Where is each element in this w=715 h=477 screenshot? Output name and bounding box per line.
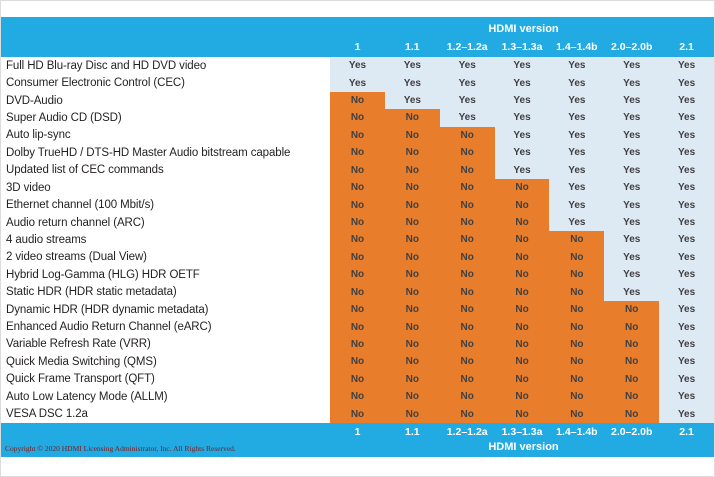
value-cell: No — [604, 353, 659, 370]
value-cell: No — [330, 318, 385, 335]
value-cell: No — [440, 353, 495, 370]
table-row — [1, 405, 714, 422]
value-cell: No — [495, 336, 550, 353]
value-cell: No — [385, 144, 440, 161]
value-cell: Yes — [659, 371, 714, 388]
value-cell: No — [495, 388, 550, 405]
value-cell: Yes — [659, 179, 714, 196]
feature-label: Enhanced Audio Return Channel (eARC) — [1, 318, 330, 335]
value-cell: No — [330, 127, 385, 144]
column-header: 1.2–1.2a — [446, 426, 488, 438]
table-row — [1, 57, 714, 74]
value-cell: Yes — [549, 127, 604, 144]
value-cell: No — [549, 301, 604, 318]
value-cell: No — [385, 231, 440, 248]
value-cell: No — [495, 179, 550, 196]
feature-label: Quick Frame Transport (QFT) — [1, 371, 330, 388]
value-cell: No — [385, 353, 440, 370]
value-cell: No — [385, 249, 440, 266]
feature-label: Ethernet channel (100 Mbit/s) — [1, 196, 330, 213]
column-header: 2.1 — [679, 41, 694, 53]
value-cell: No — [440, 266, 495, 283]
feature-label: 4 audio streams — [1, 231, 330, 248]
value-cell: No — [495, 318, 550, 335]
value-cell: No — [604, 388, 659, 405]
table-row — [1, 214, 714, 231]
value-cell: No — [385, 162, 440, 179]
column-header: 1.1 — [405, 41, 420, 53]
value-cell: No — [495, 196, 550, 213]
value-cell: No — [440, 405, 495, 422]
value-cell: Yes — [604, 283, 659, 300]
value-cell: No — [440, 336, 495, 353]
value-cell: Yes — [659, 388, 714, 405]
value-cell: Yes — [385, 92, 440, 109]
feature-label: Super Audio CD (DSD) — [1, 109, 330, 126]
value-cell: Yes — [659, 283, 714, 300]
value-cell: No — [385, 405, 440, 422]
value-cell: No — [495, 249, 550, 266]
value-cell: No — [604, 318, 659, 335]
value-cell: Yes — [604, 266, 659, 283]
table-row — [1, 318, 714, 335]
value-cell: Yes — [330, 57, 385, 74]
feature-label: Static HDR (HDR static metadata) — [1, 283, 330, 300]
value-cell: No — [385, 179, 440, 196]
value-cell: Yes — [659, 57, 714, 74]
value-cell: No — [440, 231, 495, 248]
footer-columns — [1, 423, 714, 440]
column-header: 2.1 — [679, 426, 694, 438]
value-cell: No — [495, 405, 550, 422]
value-cell: No — [549, 388, 604, 405]
value-cell: No — [330, 162, 385, 179]
table-row — [1, 249, 714, 266]
value-cell: Yes — [385, 57, 440, 74]
value-cell: No — [440, 318, 495, 335]
value-cell: No — [385, 214, 440, 231]
value-cell: Yes — [659, 196, 714, 213]
column-header: 1.1 — [405, 426, 420, 438]
column-header: 1.3–1.3a — [501, 41, 543, 53]
feature-label: Consumer Electronic Control (CEC) — [1, 74, 330, 91]
value-cell: Yes — [604, 144, 659, 161]
value-cell: Yes — [659, 266, 714, 283]
value-cell: Yes — [659, 318, 714, 335]
value-cell: Yes — [659, 336, 714, 353]
header-column-spacer — [1, 39, 330, 57]
value-cell: No — [330, 405, 385, 422]
value-cell: No — [495, 266, 550, 283]
value-cell: No — [385, 336, 440, 353]
feature-label: Updated list of CEC commands — [1, 162, 330, 179]
value-cell: No — [549, 231, 604, 248]
value-cell: No — [604, 405, 659, 422]
value-cell: Yes — [659, 74, 714, 91]
table-row — [1, 283, 714, 300]
value-cell: No — [330, 144, 385, 161]
table-row — [1, 144, 714, 161]
column-header: 1 — [354, 426, 361, 438]
feature-label: Quick Media Switching (QMS) — [1, 353, 330, 370]
value-cell: No — [440, 196, 495, 213]
footer-title-row — [1, 440, 714, 457]
value-cell: No — [385, 283, 440, 300]
value-cell: No — [604, 371, 659, 388]
value-cell: No — [495, 231, 550, 248]
value-cell: No — [440, 162, 495, 179]
value-cell: No — [495, 283, 550, 300]
table-row — [1, 162, 714, 179]
value-cell: No — [330, 214, 385, 231]
value-cell: Yes — [604, 109, 659, 126]
value-cell: Yes — [604, 57, 659, 74]
table-row — [1, 109, 714, 126]
feature-label: Auto lip-sync — [1, 127, 330, 144]
value-cell: Yes — [549, 92, 604, 109]
value-cell: Yes — [549, 74, 604, 91]
value-cell: Yes — [604, 162, 659, 179]
value-cell: Yes — [495, 57, 550, 74]
footer-title: HDMI version — [488, 441, 559, 453]
value-cell: Yes — [440, 74, 495, 91]
table-row — [1, 92, 714, 109]
value-cell: No — [549, 371, 604, 388]
value-cell: Yes — [659, 127, 714, 144]
value-cell: No — [495, 214, 550, 231]
value-cell: No — [440, 249, 495, 266]
value-cell: No — [440, 301, 495, 318]
value-cell: Yes — [440, 92, 495, 109]
value-cell: No — [330, 231, 385, 248]
table-footer-band — [1, 423, 714, 457]
value-cell: No — [330, 109, 385, 126]
value-cell: Yes — [659, 353, 714, 370]
table-row — [1, 266, 714, 283]
value-cell: No — [330, 266, 385, 283]
feature-label: Full HD Blu-ray Disc and HD DVD video — [1, 57, 330, 74]
value-cell: No — [440, 127, 495, 144]
value-cell: No — [385, 127, 440, 144]
value-cell: Yes — [659, 162, 714, 179]
value-cell: No — [549, 266, 604, 283]
feature-label: Dolby TrueHD / DTS-HD Master Audio bitstream capable — [1, 144, 330, 161]
value-cell: Yes — [549, 179, 604, 196]
value-cell: Yes — [549, 109, 604, 126]
feature-label: Hybrid Log-Gamma (HLG) HDR OETF — [1, 266, 330, 283]
value-cell: No — [385, 109, 440, 126]
value-cell: Yes — [604, 179, 659, 196]
value-cell: No — [385, 371, 440, 388]
column-header: 1.4–1.4b — [556, 41, 598, 53]
feature-label: Audio return channel (ARC) — [1, 214, 330, 231]
feature-label: Dynamic HDR (HDR dynamic metadata) — [1, 301, 330, 318]
header-title: HDMI version — [488, 23, 559, 35]
value-cell: Yes — [440, 57, 495, 74]
value-cell: No — [440, 214, 495, 231]
value-cell: Yes — [495, 162, 550, 179]
table-row — [1, 301, 714, 318]
value-cell: No — [330, 92, 385, 109]
value-cell: Yes — [659, 231, 714, 248]
value-cell: Yes — [659, 92, 714, 109]
value-cell: No — [549, 353, 604, 370]
value-cell: Yes — [549, 57, 604, 74]
table-body — [1, 57, 714, 423]
column-header: 2.0–2.0b — [610, 41, 653, 53]
feature-label: 3D video — [1, 179, 330, 196]
value-cell: No — [495, 301, 550, 318]
value-cell: Yes — [659, 405, 714, 422]
value-cell: No — [385, 266, 440, 283]
value-cell: No — [330, 336, 385, 353]
table-row — [1, 388, 714, 405]
value-cell: Yes — [659, 301, 714, 318]
value-cell: No — [440, 179, 495, 196]
value-cell: No — [330, 179, 385, 196]
table-row — [1, 371, 714, 388]
value-cell: No — [495, 371, 550, 388]
value-cell: Yes — [604, 92, 659, 109]
value-cell: Yes — [604, 214, 659, 231]
value-cell: Yes — [604, 249, 659, 266]
value-cell: No — [549, 405, 604, 422]
value-cell: No — [385, 388, 440, 405]
value-cell: No — [330, 301, 385, 318]
table-header-band — [1, 17, 714, 57]
header-title-row — [1, 17, 714, 39]
value-cell: Yes — [495, 74, 550, 91]
value-cell: No — [385, 318, 440, 335]
value-cell: No — [549, 283, 604, 300]
value-cell: No — [440, 144, 495, 161]
value-cell: Yes — [549, 196, 604, 213]
value-cell: Yes — [659, 109, 714, 126]
table-row — [1, 336, 714, 353]
value-cell: No — [440, 371, 495, 388]
value-cell: No — [330, 283, 385, 300]
value-cell: No — [330, 249, 385, 266]
value-cell: No — [549, 336, 604, 353]
value-cell: No — [330, 353, 385, 370]
table-row — [1, 74, 714, 91]
value-cell: Yes — [495, 92, 550, 109]
value-cell: No — [549, 249, 604, 266]
value-cell: Yes — [604, 231, 659, 248]
value-cell: No — [330, 196, 385, 213]
value-cell: Yes — [549, 144, 604, 161]
value-cell: No — [330, 388, 385, 405]
top-margin — [1, 1, 714, 17]
value-cell: Yes — [495, 144, 550, 161]
value-cell: Yes — [440, 109, 495, 126]
value-cell: Yes — [495, 109, 550, 126]
value-cell: Yes — [659, 214, 714, 231]
value-cell: No — [385, 301, 440, 318]
value-cell: Yes — [604, 74, 659, 91]
value-cell: No — [385, 196, 440, 213]
value-cell: Yes — [549, 162, 604, 179]
column-header: 1.4–1.4b — [556, 426, 598, 438]
feature-label: Auto Low Latency Mode (ALLM) — [1, 388, 330, 405]
column-header: 1.2–1.2a — [446, 41, 488, 53]
value-cell: Yes — [659, 249, 714, 266]
value-cell: Yes — [604, 196, 659, 213]
column-header: 1.3–1.3a — [501, 426, 543, 438]
header-columns — [1, 39, 714, 57]
value-cell: Yes — [549, 214, 604, 231]
table-row — [1, 179, 714, 196]
table-row — [1, 196, 714, 213]
value-cell: Yes — [495, 127, 550, 144]
feature-label: VESA DSC 1.2a — [1, 405, 330, 422]
value-cell: No — [604, 336, 659, 353]
column-header: 1 — [354, 41, 361, 53]
value-cell: No — [440, 388, 495, 405]
copyright-text: Copyright © 2020 HDMI Licensing Administrator, Inc. All Rights Reserved. — [5, 444, 236, 453]
value-cell: Yes — [604, 127, 659, 144]
value-cell: No — [440, 283, 495, 300]
table-row — [1, 353, 714, 370]
value-cell: No — [549, 318, 604, 335]
table-row — [1, 127, 714, 144]
value-cell: Yes — [659, 144, 714, 161]
feature-label: 2 video streams (Dual View) — [1, 249, 330, 266]
value-cell: No — [604, 301, 659, 318]
column-header: 2.0–2.0b — [610, 426, 653, 438]
feature-label: Variable Refresh Rate (VRR) — [1, 336, 330, 353]
value-cell: No — [495, 353, 550, 370]
value-cell: Yes — [385, 74, 440, 91]
feature-label: DVD-Audio — [1, 92, 330, 109]
table-row — [1, 231, 714, 248]
value-cell: No — [330, 371, 385, 388]
value-cell: Yes — [330, 74, 385, 91]
